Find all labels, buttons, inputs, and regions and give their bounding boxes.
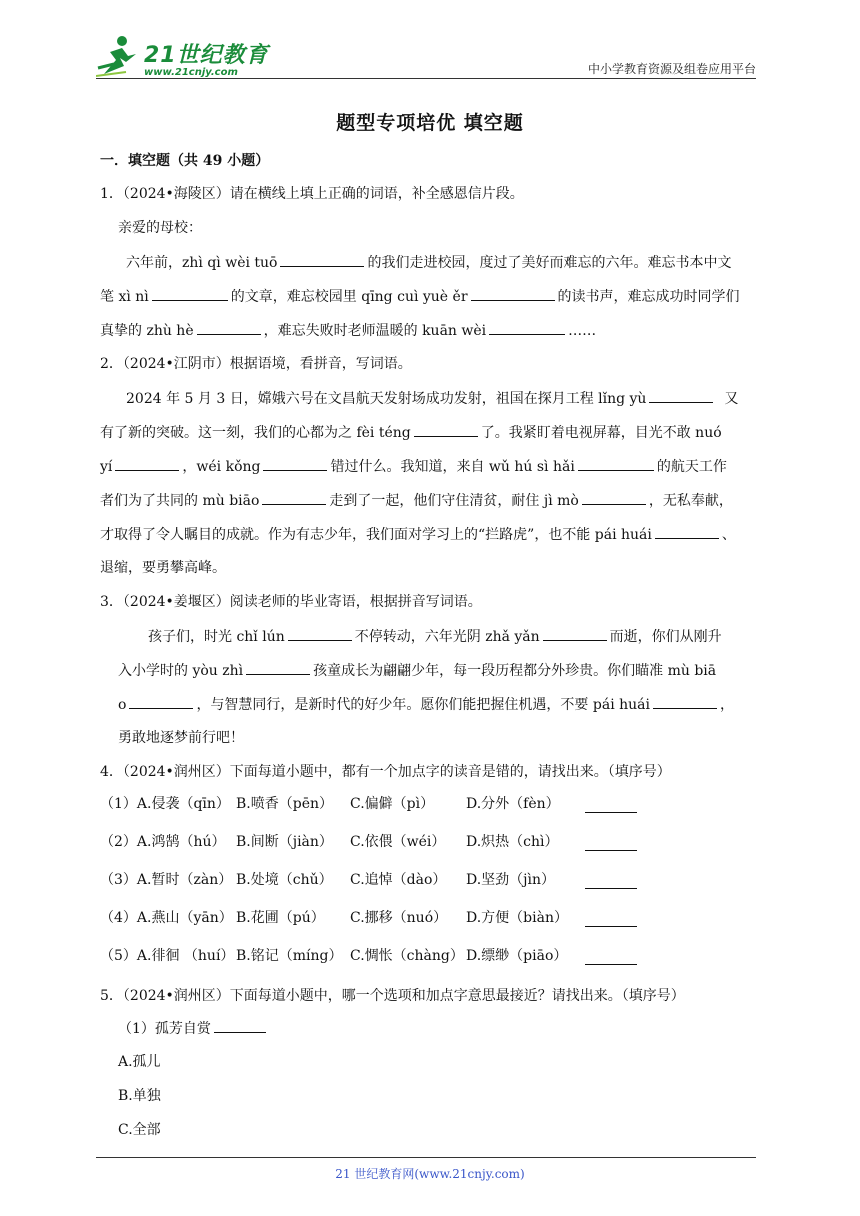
answer-blank[interactable] <box>263 456 327 471</box>
answer-blank[interactable] <box>585 836 637 851</box>
q2-text: ，无私奉献， <box>648 493 733 509</box>
q4-row <box>0 870 760 890</box>
answer-blank[interactable] <box>655 524 719 539</box>
q4-option[interactable]: （5）A.徘徊 （huí） <box>100 948 235 964</box>
q4-row <box>0 946 760 966</box>
q4-option[interactable]: （1）A.侵袭（qīn） <box>100 796 230 812</box>
q2-text: 2024 年 5 月 3 日，嫦娥六号在文昌航天发射场成功发射，祖国在探月工程 lǐng yù <box>126 391 647 407</box>
question-4-stem: 4．（2024•润州区）下面每道小题中，都有一个加点字的读音是错的，请找出来。（填序号） <box>100 764 671 780</box>
q1-text: 的文章，难忘校园里 qīng cuì yuè ěr <box>230 289 468 305</box>
q4-option[interactable]: C.偏僻（pì） <box>350 796 435 812</box>
q2-text: ，wéi kǒng <box>182 459 261 475</box>
q2-text: yí <box>100 459 113 475</box>
q2-text: 又 <box>724 391 739 407</box>
q1-text: 笔 xì nì <box>100 289 149 305</box>
answer-blank[interactable] <box>288 626 352 641</box>
page-title: 题型专项培优 填空题 <box>336 112 524 134</box>
site-logo <box>96 34 296 78</box>
q4-option[interactable]: B.铭记（míng） <box>236 948 343 964</box>
q4-option[interactable]: B.间断（jiàn） <box>236 834 333 850</box>
q1-text: 的我们走进校园，度过了美好而难忘的六年。难忘书本中文 <box>367 255 732 271</box>
q4-option[interactable]: C.依偎（wéi） <box>350 834 446 850</box>
question-5-stem: 5．（2024•润州区）下面每道小题中，哪一个选项和加点字意思最接近？请找出来。（填序号） <box>100 988 685 1004</box>
q4-option[interactable]: D.缥缈（piāo） <box>466 948 568 964</box>
answer-blank[interactable] <box>585 874 637 889</box>
q4-option[interactable]: C.挪移（nuó） <box>350 910 448 926</box>
footer-text[interactable]: 21 世纪教育网(www.21cnjy.com) <box>335 1167 525 1181</box>
q2-text: 、 <box>721 527 736 543</box>
q4-option[interactable]: D.方便（biàn） <box>466 910 568 926</box>
answer-blank[interactable] <box>543 626 607 641</box>
q2-text: 错过什么。我知道，来自 wǔ hú sì hǎi <box>330 459 575 475</box>
q3-text: 而逝，你们从刚升 <box>609 629 722 645</box>
q2-line-2 <box>100 422 722 443</box>
q4-row <box>0 908 760 928</box>
q2-text: 有了新的突破。这一刻，我们的心都为之 fèi téng <box>100 425 411 441</box>
q4-option[interactable]: B.喷香（pēn） <box>236 796 334 812</box>
q1-greeting: 亲爱的母校： <box>118 220 202 236</box>
logo-text: 21世纪教育 <box>144 43 269 68</box>
answer-blank[interactable] <box>582 490 646 505</box>
q4-option[interactable]: C.追悼（dào） <box>350 872 447 888</box>
q4-option[interactable]: （2）A.鸿鹄（hú） <box>100 834 226 850</box>
q4-option[interactable]: B.处境（chǔ） <box>236 872 333 888</box>
answer-blank[interactable] <box>578 456 654 471</box>
logo-url: www.21cnjy.com <box>144 67 238 78</box>
q3-text: 不停转动，六年光阴 zhǎ yǎn <box>354 629 540 645</box>
q4-row <box>0 832 760 852</box>
section-heading: 一．填空题（共 49 小题） <box>100 153 270 169</box>
q3-text: o <box>118 697 127 713</box>
q1-text: 六年前，zhì qì wèi tuō <box>126 255 278 271</box>
footer-divider <box>96 1157 756 1158</box>
q2-line-5 <box>100 524 736 545</box>
q3-line-3 <box>118 694 734 715</box>
q2-text: 的航天工作 <box>656 459 727 475</box>
answer-blank[interactable] <box>246 660 310 675</box>
q5-option-a[interactable]: A.孤儿 <box>118 1054 161 1070</box>
answer-blank[interactable] <box>214 1018 266 1033</box>
q3-text: 孩子们，时光 chǐ lún <box>148 629 285 645</box>
q3-line-2 <box>118 660 716 681</box>
answer-blank[interactable] <box>280 252 364 267</box>
answer-blank[interactable] <box>471 286 555 301</box>
answer-blank[interactable] <box>585 912 637 927</box>
runner-logo-icon <box>96 34 142 78</box>
q1-text: 真挚的 zhù hè <box>100 323 194 339</box>
answer-blank[interactable] <box>197 320 261 335</box>
question-2-stem: 2．（2024•江阴市）根据语境，看拼音，写词语。 <box>100 356 412 372</box>
q4-option[interactable]: D.坚劲（jìn） <box>466 872 556 888</box>
q3-text: 孩童成长为翩翩少年，每一段历程都分外珍贵。你们瞄准 mù biā <box>313 663 717 679</box>
answer-blank[interactable] <box>115 456 179 471</box>
q2-text: 走到了一起，他们守住清贫，耐住 jì mò <box>329 493 579 509</box>
q4-option[interactable]: （3）A.暂时（zàn） <box>100 872 233 888</box>
q2-text: 了。我紧盯着电视屏幕，目光不敢 nuó <box>480 425 722 441</box>
platform-name: 中小学教育资源及组卷应用平台 <box>587 62 756 76</box>
answer-blank[interactable] <box>489 320 565 335</box>
page-header <box>96 30 756 80</box>
q3-line-1 <box>148 626 722 647</box>
q1-line-1 <box>126 252 731 273</box>
q4-option[interactable]: B.花圃（pú） <box>236 910 325 926</box>
answer-blank[interactable] <box>653 694 717 709</box>
q2-line-1 <box>126 388 738 409</box>
q3-text: ，与智慧同行，是新时代的好少年。愿你们能把握住机遇，不要 pái huái <box>196 697 650 713</box>
q3-line-4: 勇敢地逐梦前行吧！ <box>118 730 244 746</box>
q1-text: …… <box>568 323 597 339</box>
q1-text: ，难忘失败时老师温暖的 kuān wèi <box>263 323 487 339</box>
q1-line-3 <box>100 320 596 341</box>
answer-blank[interactable] <box>649 388 713 403</box>
answer-blank[interactable] <box>414 422 478 437</box>
q1-text: 的读书声，难忘成功时同学们 <box>557 289 740 305</box>
q4-option[interactable]: （4）A.燕山（yān） <box>100 910 233 926</box>
question-1-stem: 1．（2024•海陵区）请在横线上填上正确的词语，补全感恩信片段。 <box>100 186 524 202</box>
q2-line-3 <box>100 456 727 477</box>
answer-blank[interactable] <box>585 950 637 965</box>
q3-text: ， <box>719 697 734 713</box>
q2-text: 才取得了令人瞩目的成就。作为有志少年，我们面对学习上的“拦路虎”，也不能 pái huái <box>100 527 652 543</box>
answer-blank[interactable] <box>262 490 326 505</box>
answer-blank[interactable] <box>585 798 637 813</box>
q5-option-b[interactable]: B.单独 <box>118 1088 161 1104</box>
q2-line-4 <box>100 490 733 511</box>
q1-line-2 <box>100 286 740 307</box>
q4-row <box>0 794 760 814</box>
q4-option[interactable]: C.惆怅（chàng） <box>350 948 464 964</box>
q5-option-c[interactable]: C.全部 <box>118 1122 161 1138</box>
question-3-stem: 3．（2024•姜堰区）阅读老师的毕业寄语，根据拼音写词语。 <box>100 594 482 610</box>
answer-blank[interactable] <box>152 286 228 301</box>
q4-option[interactable]: D.分外（fèn） <box>466 796 560 812</box>
q2-text: 者们为了共同的 mù biāo <box>100 493 260 509</box>
q5-sub-1 <box>118 1018 269 1039</box>
answer-blank[interactable] <box>129 694 193 709</box>
q4-option[interactable]: D.炽热（chì） <box>466 834 559 850</box>
q3-text: 入小学时的 yòu zhì <box>118 663 244 679</box>
header-divider <box>96 78 756 79</box>
q2-line-6: 退缩，要勇攀高峰。 <box>100 560 226 576</box>
q5-subquestion: （1）孤芳自赏 <box>118 1021 211 1037</box>
